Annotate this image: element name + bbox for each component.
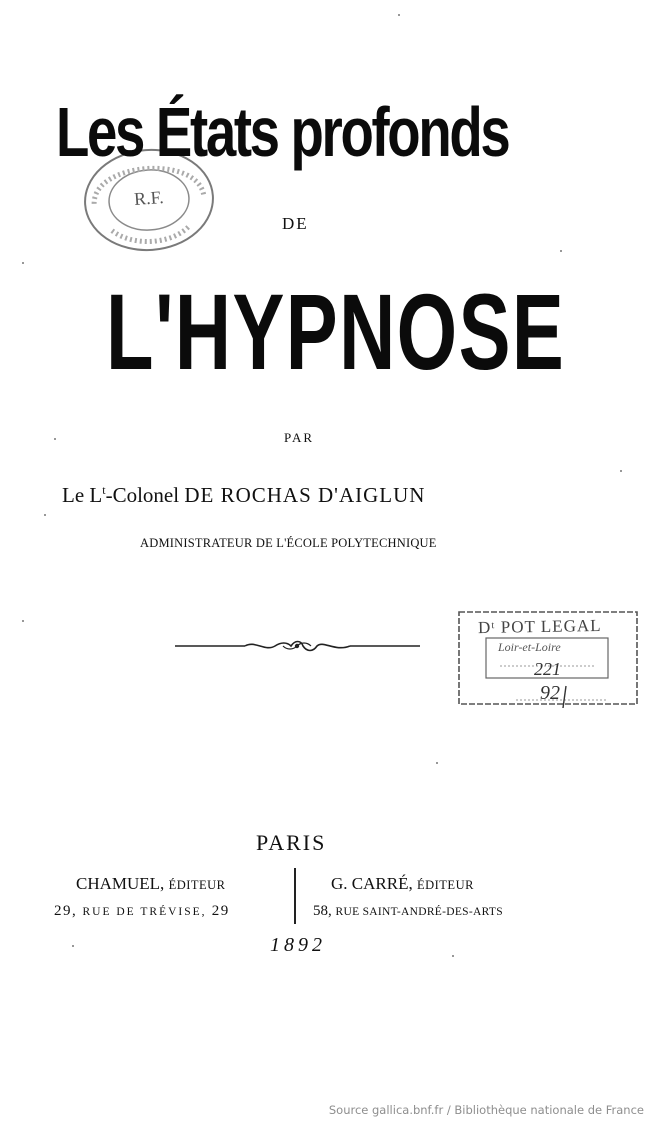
scan-speck bbox=[22, 620, 24, 622]
publisher-right-address-num: 58, bbox=[313, 903, 332, 919]
legal-deposit-number: 221 bbox=[534, 659, 561, 679]
scan-speck bbox=[560, 250, 562, 252]
publisher-left-street: RUE DE TRÉVISE, bbox=[82, 906, 207, 918]
scan-speck bbox=[398, 14, 400, 16]
author-line bbox=[62, 483, 425, 508]
by-label: PAR bbox=[284, 430, 315, 445]
publisher-left-role: ÉDITEUR bbox=[168, 878, 226, 892]
publisher-left-address bbox=[54, 903, 230, 920]
publisher-divider bbox=[294, 868, 296, 924]
publisher-left-address-num: 29, bbox=[54, 903, 78, 919]
publisher-left-address-end: 29 bbox=[211, 903, 230, 919]
scan-speck bbox=[452, 955, 454, 957]
author-role: ADMINISTRATEUR DE L'ÉCOLE POLYTECHNIQUE bbox=[140, 536, 437, 550]
scan-speck bbox=[620, 470, 622, 472]
source-credit: Source gallica.bnf.fr / Bibliothèque nationale de France bbox=[328, 1103, 644, 1117]
publisher-right-street: RUE SAINT-ANDRÉ-DES-ARTS bbox=[335, 906, 503, 918]
author-rank: -Colonel bbox=[105, 483, 180, 507]
author-name: DE ROCHAS D'AIGLUN bbox=[184, 483, 426, 507]
title-line-1: Les États profonds bbox=[56, 93, 509, 171]
publisher-right-name: G. CARRÉ, bbox=[331, 874, 413, 893]
publisher-right-address bbox=[313, 903, 503, 920]
scan-speck bbox=[436, 762, 438, 764]
publication-year: 1892 bbox=[270, 934, 326, 956]
legal-deposit-region: Loir-et-Loire bbox=[498, 640, 561, 654]
publisher-left-name: CHAMUEL, bbox=[76, 874, 165, 893]
author-superscript: t bbox=[102, 483, 106, 497]
author-prefix: Le L bbox=[62, 483, 103, 507]
scan-speck bbox=[22, 262, 24, 264]
publisher-left bbox=[76, 874, 226, 894]
publisher-right-role: ÉDITEUR bbox=[416, 878, 474, 892]
title-line-2: L'HYPNOSE bbox=[106, 271, 566, 392]
scan-speck bbox=[44, 514, 46, 516]
legal-deposit-title: Dᵗ POT LEGAL bbox=[477, 615, 602, 638]
title-connector: DE bbox=[282, 214, 309, 233]
legal-deposit-year: 92 bbox=[540, 682, 560, 704]
ornament-divider bbox=[175, 636, 420, 656]
publisher-right bbox=[331, 874, 474, 894]
imprint-city: PARIS bbox=[256, 830, 327, 855]
scan-speck bbox=[72, 945, 74, 947]
scan-speck bbox=[54, 438, 56, 440]
library-stamp-center: R.F. bbox=[133, 186, 165, 210]
